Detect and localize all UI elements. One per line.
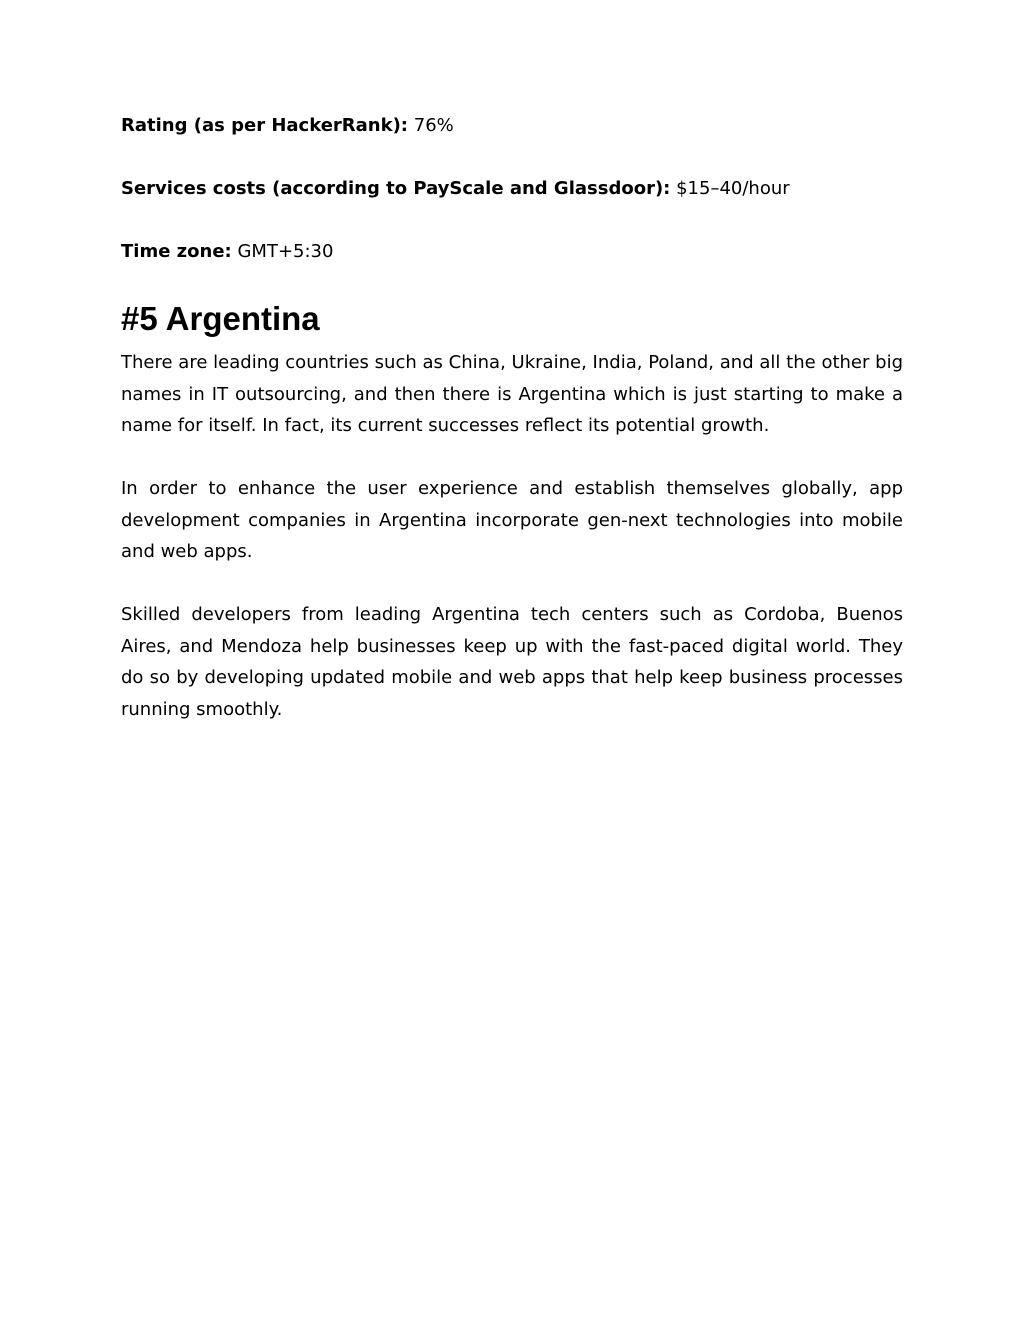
paragraph-tech-centers: Skilled developers from leading Argentina tech centers such as Cordoba, Buenos Aires, and Mendoza help businesses keep up with the fast-paced digital world. They do so by developing updated mobile and web apps that help keep business processes running smoothly. — [121, 604, 903, 720]
time-zone-line — [121, 236, 903, 267]
time-zone-label: Time zone: — [121, 241, 232, 262]
section-heading: #5 Argentina — [121, 300, 320, 337]
services-costs-line — [121, 173, 903, 204]
services-costs-label: Services costs (according to PayScale and Glassdoor): — [121, 178, 671, 199]
document-page — [121, 110, 903, 725]
rating-line — [121, 110, 903, 141]
services-costs-value: $15–40/hour — [676, 178, 790, 199]
rating-value: 76% — [413, 115, 454, 136]
paragraph-intro: There are leading countries such as China, Ukraine, India, Poland, and all the other big names in IT outsourcing, and then there is Argentina which is just starting to make a name for itself. In fact, its current successes reflect its potential growth. — [121, 352, 903, 436]
time-zone-value: GMT+5:30 — [237, 241, 334, 262]
paragraph-app-development: In order to enhance the user experience and establish themselves globally, app development companies in Argentina incorporate gen-next technologies into mobile and web apps. — [121, 478, 903, 562]
rating-label: Rating (as per HackerRank): — [121, 115, 409, 136]
